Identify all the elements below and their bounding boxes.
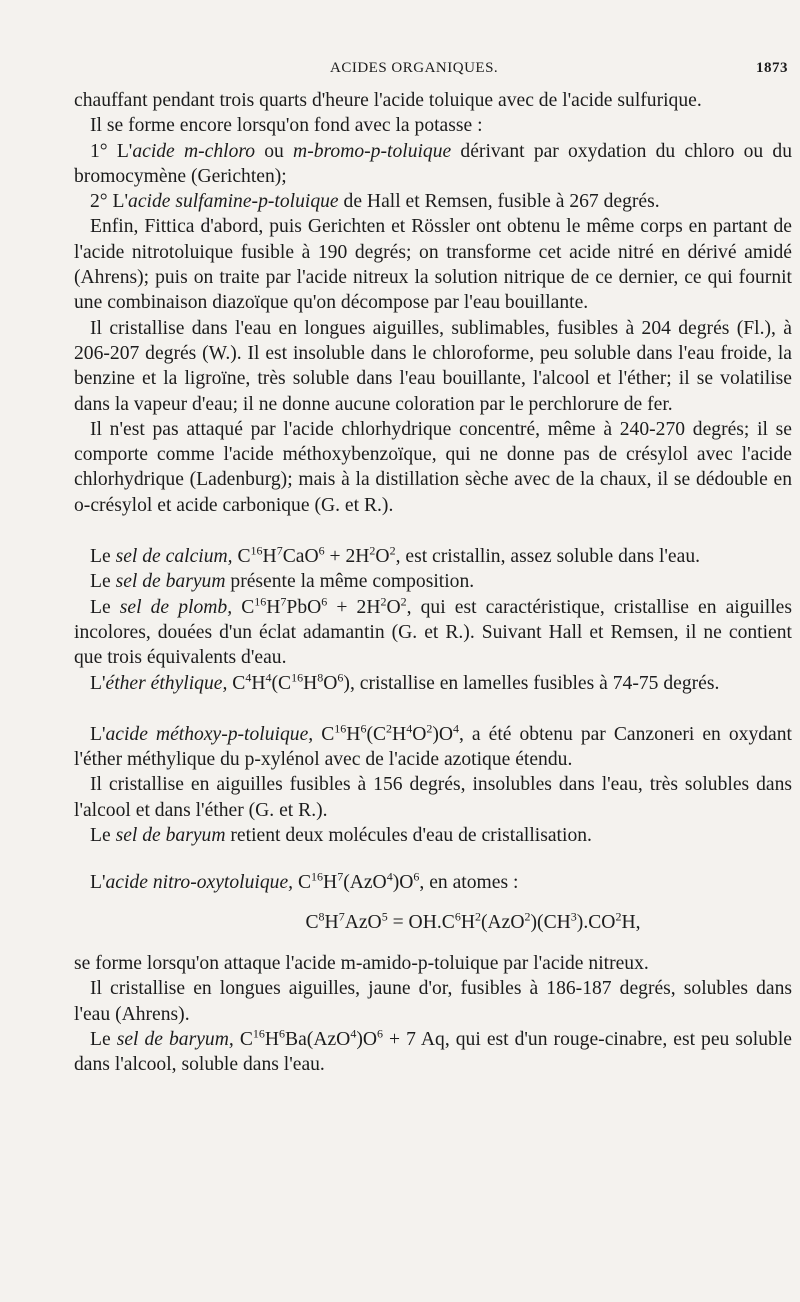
body-text — [74, 88, 792, 1077]
paragraph-acide-nitro: L'acide nitro-oxytoluique, $C^{16}H^7(AzO^4)O^6$, en atomes : — [90, 869, 519, 894]
paragraph-fittica: Enfin, Fittica d'abord, puis Gerichten et Rössler ont obtenu le même corps en partant de l'acide nitrotoluique fusible à 190 degrés; on transforme cet acide nitré en dérivé amidé (Ahrens); puis on traite par l'acide nitreux la solution nitrique de ce dernier, ce qui fournit une combinaison diazoïque qu'on décompose par l'eau bouillante. — [74, 216, 792, 314]
paragraph-sel-baryum: Le sel de baryum présente la même composition. — [90, 571, 475, 593]
paragraph-attaque: Il n'est pas attaqué par l'acide chlorhydrique concentré, même à 240-270 degrés; il se comporte comme l'acide méthoxybenzoïque, qui ne donne pas de crésylol avec l'acide chlorhydrique (Ladenburg); mais à la distillation sèche avec de la chaux, il se dédouble en o-crésylol et acide carbonique (G. et R.). — [74, 418, 792, 516]
paragraph-item-1: 1° L'acide m-chloro ou m-bromo-p-toluique dérivant par oxydation du chloro ou du bromocymène (Gerichten); — [74, 140, 792, 187]
paragraph-se-forme: se forme lorsqu'on attaque l'acide m-amido-p-toluique par l'acide nitreux. — [74, 952, 649, 974]
section-gap — [74, 518, 792, 544]
section-gap — [74, 696, 792, 722]
page-header — [74, 60, 792, 84]
running-head: ACIDES ORGANIQUES. — [330, 60, 499, 76]
paragraph-sel-baryum-2: Le sel de baryum retient deux molécules d'eau de cristallisation. — [90, 825, 592, 847]
paragraph-cristallise: Il cristallise dans l'eau en longues aiguilles, sublimables, fusibles à 204 degrés (Fl.), à 206-207 degrés (W.). Il est insoluble dans le chloroforme, peu soluble dans l'eau froide, la benzine et la ligroïne, très soluble dans l'eau bouillante, l'alcool et l'éther; il se volatilise dans la vapeur d'eau; il ne donne aucune coloration par le perchlorure de fer. — [74, 317, 792, 415]
formula-equation: $C^8H^7AzO^5 = OH.C^6H^2(AzO^2)(CH^3).CO^2H$, — [305, 909, 641, 933]
paragraph-continuation: chauffant pendant trois quarts d'heure l'acide toluique avec de l'acide sulfurique. — [74, 90, 702, 111]
paragraph-item-2: 2° L'acide sulfamine-p-toluique de Hall et Remsen, fusible à 267 degrés. — [90, 191, 660, 213]
section-gap — [74, 848, 792, 870]
paragraph-aiguilles-jaune: Il cristallise en longues aiguilles, jaune d'or, fusibles à 186-187 degrés, solubles dans l'eau (Ahrens). — [74, 978, 792, 1025]
paragraph-potasse: Il se forme encore lorsqu'on fond avec la potasse : — [90, 115, 483, 137]
paragraph-acide-methoxy: L'acide méthoxy-p-toluique, $C^{16}H^6(C^2H^4O^2)O^4$, a été obtenu par Canzoneri en oxydant l'éther méthylique du p-xylénol avec de l'acide azotique étendu. — [74, 721, 792, 771]
paragraph-ether-ethylique: L'éther éthylique, $C^4H^4(C^{16}H^8O^6)$, cristallise en lamelles fusibles à 74-75 degrés. — [90, 670, 720, 694]
paragraph-sel-plomb: Le sel de plomb, $C^{16}H^7PbO^6 + 2H^2O^2$, qui est caractéristique, cristallise en aiguilles incolores, douées d'un éclat adamantin (G. et R.). Suivant Hall et Remsen, il ne contient que trois équivalents d'eau. — [74, 594, 792, 669]
paragraph-sel-baryum-3: Le sel de baryum, $C^{16}H^6Ba(AzO^4)O^6 + 7$ Aq, qui est d'un rouge-cinabre, est peu soluble dans l'alcool, soluble dans l'eau. — [74, 1026, 792, 1076]
paragraph-cristallise-156: Il cristallise en aiguilles fusibles à 156 degrés, insolubles dans l'eau, très solubles dans l'alcool et dans l'éther (G. et R.). — [74, 774, 792, 821]
page-number: 1873 — [756, 60, 788, 76]
paragraph-sel-calcium: Le sel de calcium, $C^{16}H^7CaO^6 + 2H^2O^2$, est cristallin, assez soluble dans l'eau. — [90, 543, 701, 568]
